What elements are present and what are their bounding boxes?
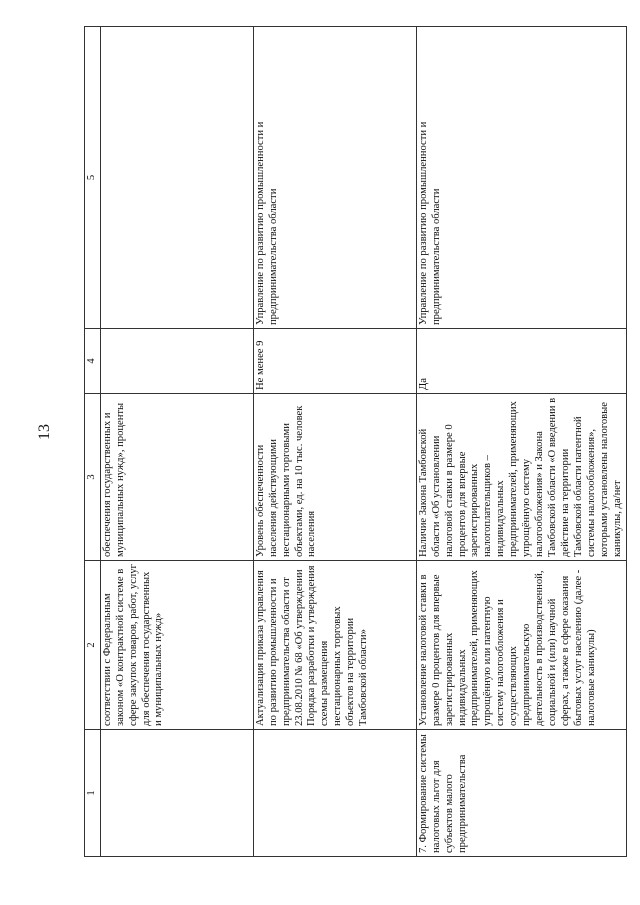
page-number: 13 (36, 424, 53, 440)
responsible-cell (100, 27, 253, 329)
target-value-cell: Да (416, 329, 626, 394)
column-header-5: 5 (85, 27, 101, 329)
target-value-cell: Не менее 9 (253, 329, 416, 394)
task-cell (100, 730, 253, 857)
indicator-cell: Наличие Закона Тамбовской области «Об установлении налоговой ставки в размере 0 процентов для впервые зарегистрированных налогоплательщиков – индивидуальных предпринимателей, применяющих упрощённую систему налогообложения» и Закона Тамбовской области «О введении в действие на территории Тамбовской области патентной системы налогообложения», которыми установлены налоговые каникулы, да/нет (416, 394, 626, 561)
measures-table (84, 26, 627, 857)
measure-cell: Установление налоговой ставки в размере 0 процентов для впервые зарегистрированных индивидуальных предпринимателей, применяющих упрощённую или патентную систему налогообложения и осуществляющих предпринимательскую деятельность в производственной, социальной и (или) научной сферах, а также в сфере оказания бытовых услуг населению (далее - налоговые каникулы) (416, 561, 626, 730)
table-row (416, 27, 626, 857)
task-cell: 7. Формирование системы налоговых льгот для субъектов малого предпринимательства (416, 730, 626, 857)
measure-cell: соответствии с Федеральным законом «О контрактной системе в сфере закупок товаров, работ, услуг для обеспечения государственных и муниципальных нужд» (100, 561, 253, 730)
table-row (253, 27, 416, 857)
measures-table-container (84, 62, 623, 857)
responsible-cell: Управление по развитию промышленности и предпринимательства области (416, 27, 626, 329)
column-header-3: 3 (85, 394, 101, 561)
column-header-2: 2 (85, 561, 101, 730)
table-row (100, 27, 253, 857)
indicator-cell: обеспечения государственных и муниципальных нужд», проценты (100, 394, 253, 561)
column-header-1: 1 (85, 730, 101, 857)
measure-cell: Актуализация приказа управления по развитию промышленности и предпринимательства области от 23.08.2010 № 68 «Об утверждении Порядка разработки и утверждения схемы размещения нестационарных торговых объектов на территории Тамбовской области» (253, 561, 416, 730)
table-header-row (85, 27, 101, 857)
target-value-cell (100, 329, 253, 394)
task-cell (253, 730, 416, 857)
column-header-4: 4 (85, 329, 101, 394)
responsible-cell: Управление по развитию промышленности и предпринимательства области (253, 27, 416, 329)
indicator-cell: Уровень обеспеченности населения действующими нестационарными торговыми объектами, ед. на 10 тыс. человек населения (253, 394, 416, 561)
